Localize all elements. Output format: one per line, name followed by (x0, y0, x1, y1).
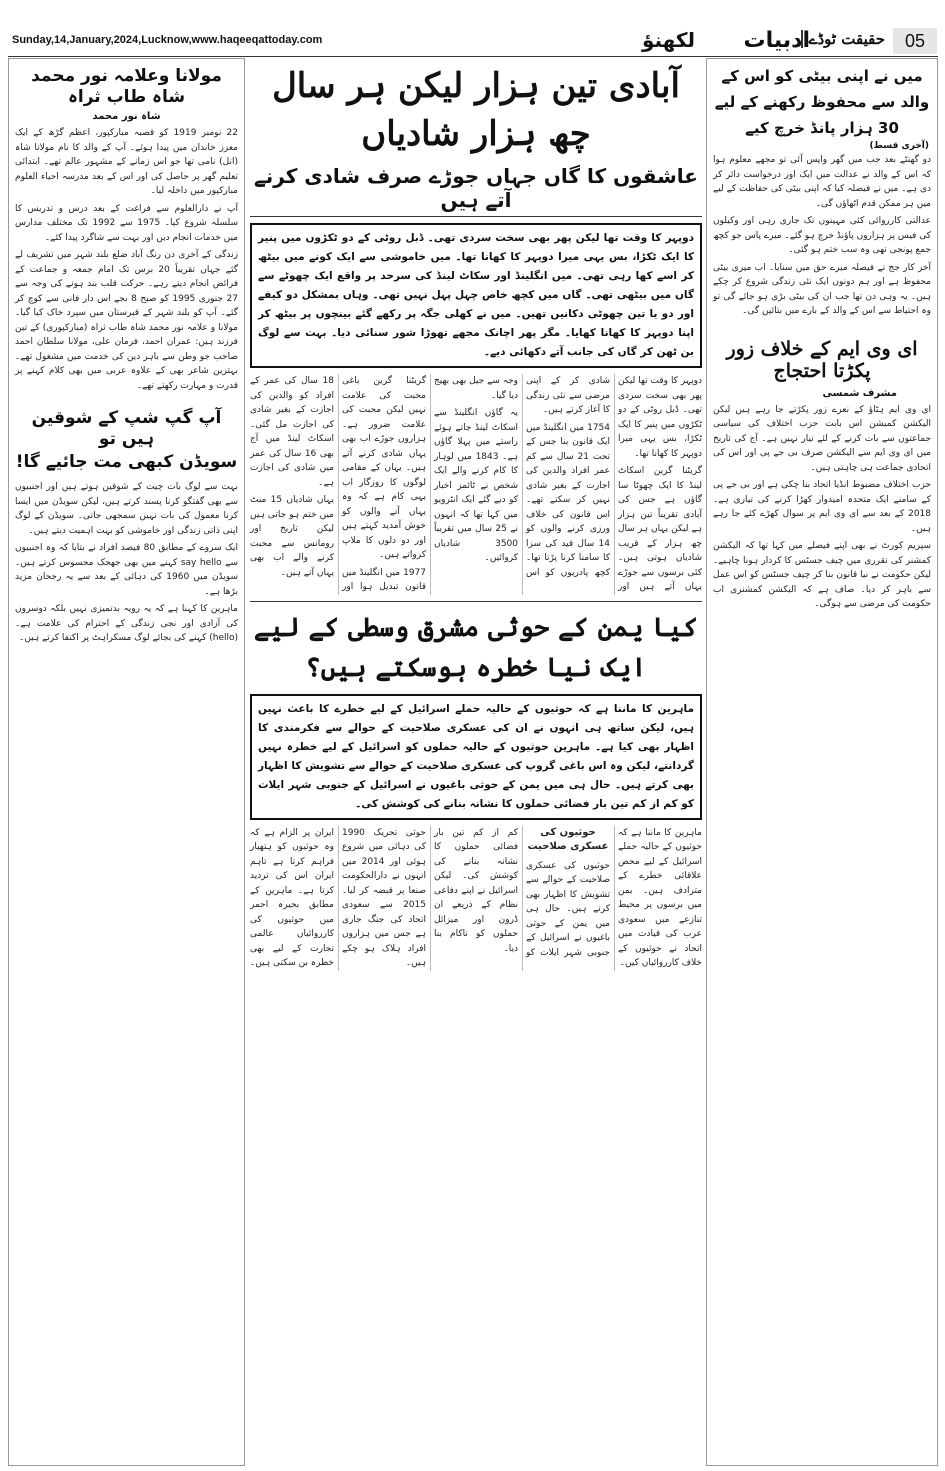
paragraph: یہاں شادیاں 15 منٹ میں ختم ہو جاتی ہیں لیکن تاریخ اور رومانس سے محبت کرنے والے اب بھی یہاں آتے ہیں۔ (250, 495, 334, 578)
paragraph: حزب اختلاف مضبوط انڈیا اتحاد بنا چکی ہے اور بی جے پی کے سامنے ایک متحدہ امیدوار کھڑا کرنے کی تیاری ہے۔ 2018 کے بعد سے ای وی ایم پر سوال کھڑے کئے جا رہے ہیں۔ (713, 480, 931, 534)
left-article (8, 58, 245, 1466)
main-headline: آبادی تین ہزار لیکن ہر سال چھ ہزار شادیاں (272, 66, 680, 154)
article-body (9, 126, 244, 393)
article-headline: میں نے اپنی بیٹی کو اس کے والد سے محفوظ رکھنے کے لیے 30 ہزار پانڈ خرچ کیے (714, 67, 930, 137)
newspaper-logo: حقیقت ٹوڈے (801, 30, 885, 48)
paragraph: 22 نومبر 1919 کو قصبہ مبارکپور، اعظم گڑھ کے ایک معزز خاندان میں پیدا ہوئے۔ آپ کے والد کا نام مولانا شاہ (انل) نامی تھا جو اس زمانے کے مشہور عالم تھے۔ ابتدائی تعلیم گھر پر حاصل کی اور اس کے بعد مدرسہ احیاء العلوم مبارکپور میں داخلہ لیا۔ (15, 128, 238, 196)
yemen-headline: کیا یمن کے حوثی مشرق وسطی کے لیے ایک نیا خطرہ ہوسکتے ہیں؟ (253, 612, 699, 683)
evm-headline: ای وی ایم کے خلاف زور پکڑتا احتجاج (726, 337, 918, 382)
article-body (707, 151, 937, 324)
right-article (706, 58, 938, 1466)
evm-article-body (707, 403, 937, 612)
section-name: ادبیات (743, 28, 810, 53)
paragraph: عدالتی کارروائی کئی مہینوں تک جاری رہی اور وکیلوں کی فیس پر ہزاروں پاؤنڈ خرچ ہو گئے۔ میرے پاس جو کچھ جمع پونجی تھی وہ سب ختم ہو گئی۔ (713, 216, 931, 255)
byline: مشرف شمسی (822, 387, 897, 399)
paragraph: ای وی ایم ہٹاؤ کے نعرے زور پکڑتے جا رہے ہیں لیکن الیکشن کمیشن اس بابت حزب اختلاف کی سیاسی جماعتوں سے بات کرنے کے لئے تیار نہیں ہے۔ آج کی تاریخ میں ای وی ایم سے الیکشن صرف بی جے پی اور اس کی اتحادی جماعت ہی چاہتی ہیں۔ (713, 404, 931, 473)
main-article-body (250, 374, 702, 595)
article-headline-2-line-2: سویڈن کبھی مت جائیے گا! (15, 452, 238, 472)
paragraph: زندگی کے آخری دن رنگ آباد ضلع بلند شہر میں تشریف لے گئے جہاں تقریباً 20 برس تک امام جمعہ و جماعت کے فرائض انجام دیتے رہے۔ حرکت قلب بند ہونے کی وجہ سے 27 جنوری 1995 کو صبح 8 بجے اس دار فانی سے کوچ کر گئے۔ آپ کو بلند شہر کے قبرستان میں سپرد خاک کیا گیا۔ مولانا و علامہ نور محمد شاہ طاب ثراہ (مبارکپوری) کے تین فرزند ہیں: عمران احمد، فرمان علی، مولانا سلطان احمد صاحب جو وطن سے باہر دین کی خدمت میں مشغول تھے۔ بہترین شاعر بھی کے علاوہ عربی میں بھی کلام کہنے پر قدرت و مہارت رکھتے تھے۔ (15, 250, 239, 391)
paragraph: سپریم کورٹ نے بھی اپنے فیصلے میں کہا تھا کہ الیکشن کمشنر کی تقرری میں چیف جسٹس کا کردار ہونا چاہیے۔ لیکن حکومت نے نیا قانون بنا کر چیف جسٹس کو اس عمل سے باہر کر دیا۔ صاف ہے کہ الیکشن کمشنری اب حکومت کی مرضی سے ہوگی۔ (713, 541, 931, 609)
date-line: Sunday,14,January,2024,Lucknow,www.haqeeqattoday.com (12, 34, 323, 46)
paragraph: دو گھنٹے بعد جب میں گھر واپس آئی تو مجھے معلوم ہوا کہ اس کے والد نے عدالت میں ایک اور درخواست دائر کر دی ہے۔ میں نے فیصلہ کیا کہ اپنی بیٹی کی حفاظت کے لیے میں ہر ممکن قدم اٹھاؤں گی۔ (713, 155, 931, 209)
masthead (0, 28, 945, 56)
paragraph: 1754 میں انگلینڈ میں ایک قانون بنا جس کے تحت 21 سال سے کم عمر افراد والدین کی اجازت کے بغیر شادی نہیں کر سکتے تھے۔ اس قانون کی خلاف ورزی کرنے والوں کو 14 سال قید کی سزا کا سامنا کرنا پڑتا تھا۔ کچھ پادریوں کو اس وجہ سے جیل بھی بھیج دیا گیا۔ (434, 376, 611, 578)
article-body-2 (9, 480, 244, 646)
paragraph: گریٹنا گرین باغی محبت کی علامت نہیں لیکن محبت کی علامت ضرور ہے۔ ہزاروں جوڑے اب بھی یہاں شادی کرنے آتے ہیں۔ یہاں کے مقامی لوگوں کا روزگار اب یہی کام ہے کہ وہ یہاں آنے والوں کو خوش آمدید کہتے ہیں اور دو دلوں کا ملاپ کرواتے ہیں۔ (342, 376, 426, 560)
paragraph: ایران پر الزام ہے کہ وہ حوثیوں کو ہتھیار فراہم کرتا ہے تاہم ایران اس کی تردید کرتا ہے۔ ماہرین کے مطابق بحیرہ احمر میں حوثیوں کی کارروائیاں عالمی تجارت کے لیے بھی خطرہ بن سکتی ہیں۔ (250, 827, 334, 968)
paragraph: آخر کار جج نے فیصلہ میرے حق میں سنایا۔ اب میری بیٹی محفوظ ہے اور ہم دونوں ایک نئی زندگی شروع کر چکے ہیں۔ یہ وہی دن تھا جب ان کی بیٹی بڑی ہو جائے گی تو وہ احتیاط سے اس کے والد کے بارے میں بتائیں گی۔ (713, 262, 931, 316)
city-name: لکھنؤ (641, 28, 695, 52)
paragraph: حوثی تحریک 1990 کی دہائی میں شروع ہوئی اور 2014 میں انہوں نے دارالحکومت صنعا پر قبضہ کر لیا۔ 2015 سے سعودی اتحاد کی جنگ جاری ہے جس میں ہزاروں افراد ہلاک ہو چکے ہیں۔ (342, 827, 427, 968)
article-headline: مولانا وعلامہ نور محمد شاہ طاب ثراہ (31, 66, 222, 107)
paragraph: ماہرین کا کہنا ہے کہ یہ رویہ بدتمیزی نہیں بلکہ دوسروں کی آزادی اور نجی زندگی کے احترام کی علامت ہے۔ (hello) کہنے کی بجائے لوگ مسکراہٹ پر اکتفا کرتے ہیں۔ (15, 604, 238, 643)
byline: شاہ نور محمد (92, 111, 161, 122)
page-number: 05 (893, 28, 937, 54)
paragraph: 1977 میں انگلینڈ میں قانون تبدیل ہوا اور 18 سال کی عمر کے افراد کو والدین کی اجازت کے بغیر شادی کی اجازت مل گئی۔ اسکاٹ لینڈ میں آج بھی 16 سال کی عمر میں شادی کی اجازت ہے۔ (250, 376, 426, 592)
yemen-article-body (250, 826, 702, 971)
paragraph: یہ گاؤں انگلینڈ سے اسکاٹ لینڈ جاتے ہوئے راستے میں پہلا گاؤں ہے۔ 1843 میں لوہار کا کام کرنے والے ایک شخص نے ٹائمز اخبار کو دیے گئے ایک انٹرویو میں کہا تھا کہ انہوں نے 25 سال میں تقریباً 3500 شادیاں کروائیں۔ (434, 408, 518, 563)
paragraph: بہت سے لوگ بات چیت کے شوقین ہوتے ہیں اور اجنبیوں سے بھی گفتگو کرنا پسند کرتے ہیں، لیکن سویڈن میں ایسا کرنا معمول کی بات نہیں سمجھی جاتی۔ سویڈن کے لوگ اپنی ذاتی زندگی اور خاموشی کو بہت اہمیت دیتے ہیں۔ (15, 482, 238, 536)
main-subheadline: عاشقوں کا گاں جہاں جوڑے صرف شادی کرنے آتے ہیں (250, 164, 702, 217)
installment-label: (آخری قسط) (869, 141, 929, 151)
paragraph: ماہرین کا ماننا ہے کہ حوثیوں کے حالیہ حملے اسرائیل کے لیے محض علاقائی خطرے کے مترادف ہیں۔ یمن میں برسوں پر محیط تنازعے میں سعودی عرب کی قیادت میں اتحاد نے حوثیوں کے خلاف کارروائیاں کیں۔ (618, 827, 702, 968)
paragraph: حوثیوں کی عسکری صلاحیت کے حوالے سے تشویش کا اظہار بھی کرتے ہیں۔ حال ہی میں یمن کے حوثی باغیوں نے اسرائیل کے جنوبی شہر ایلات کو کم از کم تین بار فضائی حملوں کا نشانہ بنانے کی کوشش کی۔ لیکن اسرائیل نے اپنے دفاعی نظام کے ذریعے ان ڈرون اور میزائل حملوں کو ناکام بنا دیا۔ (434, 827, 610, 958)
article-headline-2-line-1: آپ گپ شپ کے شوقین ہیں تو (31, 408, 222, 449)
subheading: حوثیوں کی عسکری صلاحیت (527, 826, 609, 852)
pull-quote: دوپہر کا وقت تھا لیکن پھر بھی سخت سردی تھی۔ ڈبل روٹی کے دو ٹکڑوں میں پنیر کا ایک ٹکڑا، بس یہی میرا دوپہر کا کھانا تھا۔ میں خاموشی سے ایک کونے میں بیٹھ کر اسے کھا رہی تھی۔ میں انگلینڈ اور سکاٹ لینڈ کی سرحد پر واقع ایک چھوٹے سے گاں میں بیٹھی تھی۔ گاں میں کچھ خاص چہل پہل نہیں تھی۔ وہاں بمشکل دو کیفے اور دو یا تین چھوٹی دکانیں تھیں۔ میں نے کھلی جگہ پر رکھے گئے بینچوں پر بیٹھ کر اپنا دوپہر کا کھانا کھایا۔ مگر پھر اچانک مجھے تھوڑا شور سنائی دیا۔ بہت سے لوگ بن ٹھن کر گاں کی جانب آتے دکھائی دیے۔ (250, 223, 702, 368)
divider (8, 56, 938, 57)
divider (250, 601, 702, 602)
paragraph: گریٹنا گرین اسکاٹ لینڈ کا ایک چھوٹا سا گاؤں ہے جس کی آبادی تقریباً تین ہزار ہے لیکن یہاں ہر سال چھ ہزار کے قریب شادیاں ہوتی ہیں۔ کئی برسوں سے جوڑے یہاں آتے ہیں اور شادی کر کے اپنی مرضی سے نئی زندگی کا آغاز کرتے ہیں۔ (526, 376, 702, 592)
pull-quote-2: ماہرین کا ماننا ہے کہ حوثیوں کے حالیہ حملے اسرائیل کے لیے خطرے کا باعث نہیں ہیں، لیکن ساتھ ہی انہوں نے ان کی عسکری صلاحیت کے حوالے سے فکرمندی کا اظہار بھی کیا ہے۔ ماہرین حوثیوں کے حالیہ حملوں کو اسرائیل کے لیے خطرہ نہیں گردانتے، لیکن وہ اس باغی گروپ کی عسکری صلاحیت کے حوالے سے تشویش کا اظہار بھی کرتے ہیں۔ حال ہی میں یمن کے حوثی باغیوں نے اسرائیل کے جنوبی شہر ایلات کو کم از کم تین بار فضائی حملوں کا نشانہ بنانے کی کوشش کی۔ (250, 694, 702, 820)
center-section (250, 62, 702, 971)
paragraph: آپ نے دارالعلوم سے فراغت کے بعد درس و تدریس کا سلسلہ شروع کیا۔ 1975 سے 1992 تک مختلف مدارس میں خدمات انجام دیں اور بہت سے شاگرد پیدا کئے۔ (15, 203, 238, 243)
paragraph: دوپہر کا وقت تھا لیکن پھر بھی سخت سردی تھی۔ ڈبل روٹی کے دو ٹکڑوں میں پنیر کا ایک ٹکڑا، بس یہی میرا دوپہر کا کھانا تھا۔ (618, 376, 702, 459)
paragraph: ایک سروے کے مطابق 80 فیصد افراد نے بتایا کہ وہ اجنبیوں سے say hello کہنے میں بھی جھجک محسوس کرتے ہیں۔ سویڈن میں 1960 کی دہائی کے بعد سے یہ رجحان مزید بڑھا ہے۔ (15, 543, 238, 597)
